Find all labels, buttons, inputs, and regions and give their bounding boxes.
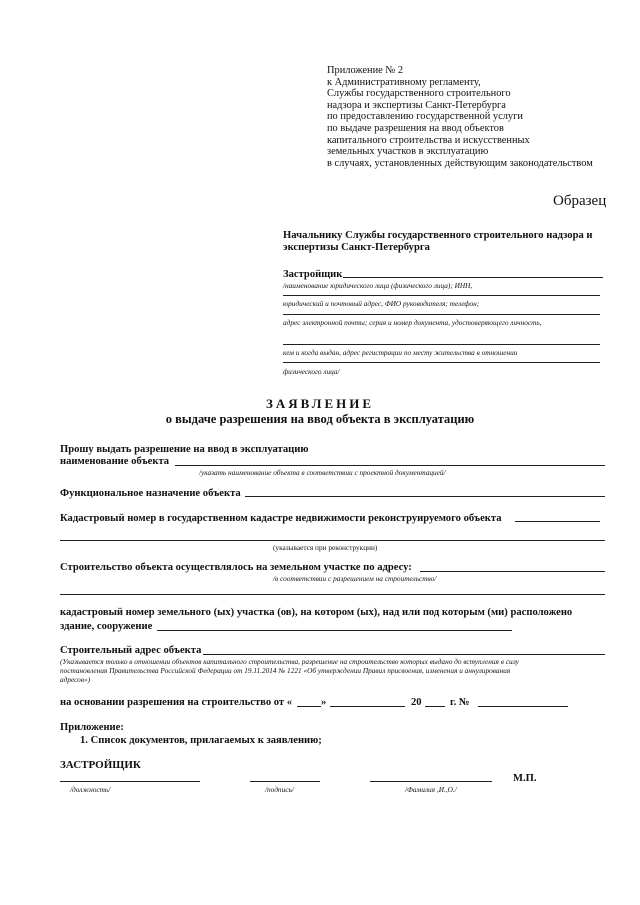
developer-label: Застройщик <box>283 269 343 280</box>
header-line: к Административному регламенту, <box>327 76 481 88</box>
addressee-line-2: экспертизы Санкт-Петербурга <box>283 242 430 253</box>
permit-quote-close: » <box>321 697 327 708</box>
build-address-hint: постановления Правительства Российской Федерации от 19.11.2014 № 1221 «Об утверждении Правил присвоения, изменения и аннулирования <box>60 666 511 675</box>
land-line-1: кадастровый номер земельного (ых) участка (ов), на котором (ых), над или под которым (ми) расположено <box>60 607 573 618</box>
cadastre-label: Кадастровый номер в государственном кадастре недвижимости реконструируемого объекта <box>60 513 502 524</box>
developer-field[interactable] <box>343 277 603 278</box>
build-address-field[interactable] <box>203 654 605 655</box>
permit-prefix: на основании разрешения на строительство от « <box>60 697 293 708</box>
function-field[interactable] <box>245 496 605 497</box>
appendix-item: 1. Список документов, прилагаемых к заявлению; <box>80 735 322 746</box>
construction-label: Строительство объекта осуществлялось на земельном участке по адресу: <box>60 562 412 573</box>
header-line: Приложение № 2 <box>327 65 404 76</box>
developer-field-line[interactable] <box>283 314 600 315</box>
land-line-2: здание, сооружение <box>60 621 153 632</box>
developer-hint: юридический и почтовый адрес, ФИО руководителя; телефон; <box>283 299 480 308</box>
developer-field-line[interactable] <box>283 295 600 296</box>
header-line: по предоставлению государственной услуги <box>327 111 523 123</box>
sample-label: Образец <box>553 193 607 209</box>
permit-number-field[interactable] <box>478 706 568 707</box>
cadastre-field-line[interactable] <box>60 540 605 541</box>
developer-hint: кем и когда выдан, адрес регистрации по месту жительства в отношении <box>283 348 518 357</box>
header-line: в случаях, установленных действующим законодательством <box>327 157 593 169</box>
developer-hint: физического лица/ <box>283 367 340 376</box>
request-line: Прошу выдать разрешение на ввод в эксплуатацию <box>60 444 309 455</box>
permit-year-field[interactable] <box>425 706 445 707</box>
object-name-field[interactable] <box>175 465 605 466</box>
header-line: капитального строительства и искусственных <box>327 134 530 146</box>
construction-field-line[interactable] <box>60 594 605 595</box>
object-name-label: наименование объекта <box>60 456 170 467</box>
header-line: Службы государственного строительного <box>327 88 511 100</box>
object-name-hint: /указать наименование объекта в соответствии с проектной документацией/ <box>199 468 446 477</box>
name-field[interactable] <box>370 781 492 782</box>
permit-year-suffix: г. № <box>450 697 470 708</box>
construction-field[interactable] <box>420 571 605 572</box>
sig-name-caption: /Фамилия ,И.,О./ <box>405 785 457 794</box>
permit-day-field[interactable] <box>297 706 321 707</box>
developer-hint: адрес электронной почты; серия и номер документа, удостоверяющего личность, <box>283 318 542 327</box>
cadastre-hint: (указывается при реконструкции) <box>273 543 378 552</box>
header-block <box>327 65 593 169</box>
document-title: ЗАЯВЛЕНИЕ <box>265 396 375 411</box>
permit-year-label: 20 <box>411 697 422 708</box>
sig-position-caption: /должность/ <box>70 785 111 794</box>
header-line: надзора и экспертизы Санкт-Петербурга <box>327 99 506 111</box>
document-subtitle: о выдаче разрешения на ввод объекта в эксплуатацию <box>165 412 475 426</box>
build-address-hint: (Указывается только в отношении объектов капитального строительства, разрешение на строительство которых выдано до вступления в силу <box>60 657 519 666</box>
addressee-line-1: Начальнику Службы государственного строительного надзора и <box>283 230 593 241</box>
permit-month-field[interactable] <box>330 706 405 707</box>
appendix-label: Приложение: <box>60 722 124 733</box>
header-line: по выдаче разрешения на ввод объектов <box>327 122 504 134</box>
signer-label: ЗАСТРОЙЩИК <box>60 759 141 771</box>
land-field[interactable] <box>157 630 512 631</box>
build-address-hint: адресов») <box>60 675 91 684</box>
construction-hint: /в соответствии с разрешением на строительство/ <box>273 574 437 583</box>
stamp-label: М.П. <box>513 773 537 784</box>
developer-field-line[interactable] <box>283 362 600 363</box>
signature-field[interactable] <box>250 781 320 782</box>
position-field[interactable] <box>60 781 200 782</box>
function-label: Функциональное назначение объекта <box>60 488 241 499</box>
sig-signature-caption: /подпись/ <box>265 785 294 794</box>
header-line: земельных участков в эксплуатацию <box>327 146 489 158</box>
cadastre-field[interactable] <box>515 521 600 522</box>
build-address-label: Строительный адрес объекта <box>60 645 202 656</box>
developer-hint: /наименование юридического лица (физического лица); ИНН, <box>283 281 473 290</box>
developer-field-line[interactable] <box>283 344 600 345</box>
